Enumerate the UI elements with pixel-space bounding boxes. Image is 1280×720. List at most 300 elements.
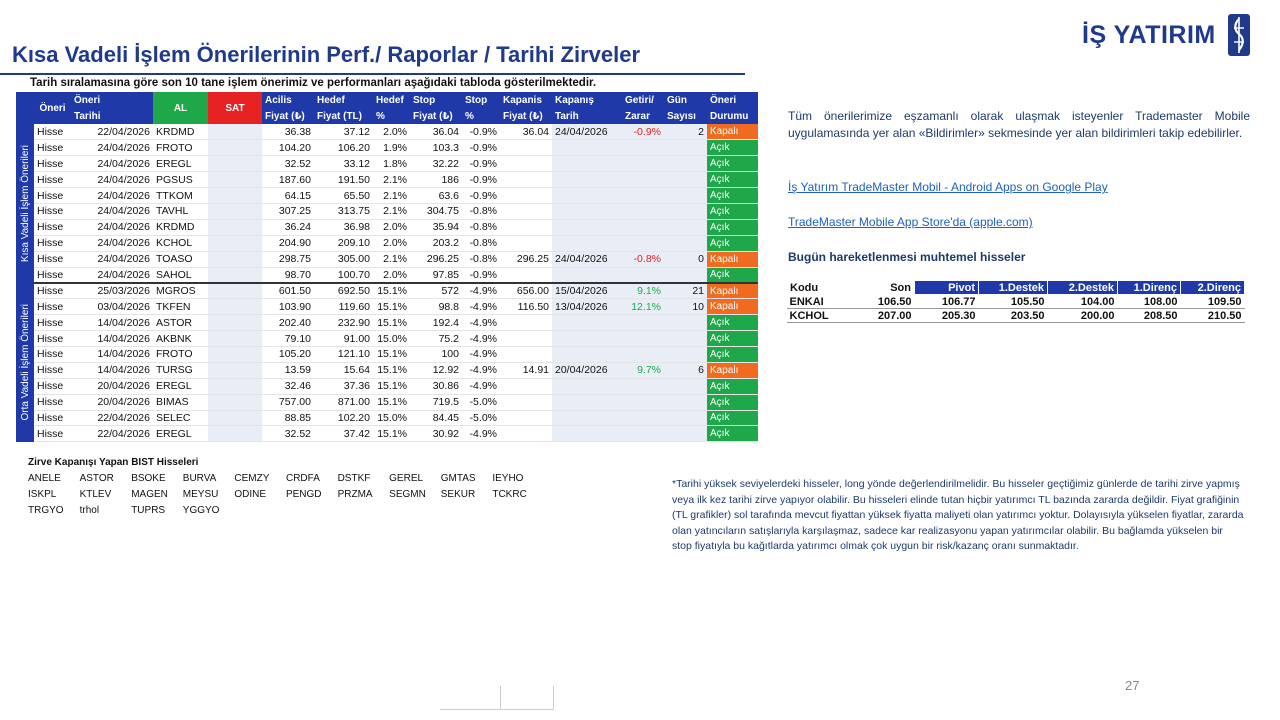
table-cell [552, 188, 622, 204]
table-row [16, 299, 758, 315]
table-cell [500, 315, 552, 331]
table-cell [622, 172, 664, 188]
record-high-ticker: TUPRS [131, 505, 166, 516]
status-badge: Açık [707, 378, 758, 394]
table-cell: 15.1% [373, 362, 410, 378]
table-row [16, 283, 758, 299]
table-cell: MGROS [153, 283, 208, 299]
pivot-header: 1.Destek [979, 281, 1048, 295]
table-cell [500, 394, 552, 410]
table-cell: -5.0% [462, 410, 500, 426]
table-cell: 119.60 [314, 299, 373, 315]
table-cell: 15.0% [373, 410, 410, 426]
table-cell: 24/04/2026 [71, 235, 153, 251]
record-high-ticker: ANELE [28, 473, 61, 484]
table-cell: 24/04/2026 [71, 203, 153, 219]
table-cell: 75.2 [410, 331, 462, 347]
table-cell [500, 378, 552, 394]
table-cell [552, 378, 622, 394]
table-row [16, 362, 758, 378]
table-cell [552, 346, 622, 362]
group-label-cell [16, 283, 34, 442]
pivot-table-wrapper [786, 280, 1245, 323]
table-cell: 24/04/2026 [71, 188, 153, 204]
table-cell [208, 394, 262, 410]
table-cell [500, 140, 552, 156]
table-cell: KRDMD [153, 124, 208, 140]
table-cell: Hisse [34, 124, 71, 140]
column-header: Stop [410, 92, 462, 108]
table-cell: -4.9% [462, 346, 500, 362]
table-cell [500, 346, 552, 362]
pivot-cell: 105.50 [979, 295, 1048, 309]
table-cell [664, 426, 707, 442]
table-cell [500, 331, 552, 347]
table-cell: -4.9% [462, 315, 500, 331]
table-cell: 100.70 [314, 267, 373, 283]
pivot-header: Pivot [915, 281, 979, 295]
table-cell: Hisse [34, 235, 71, 251]
table-cell [208, 331, 262, 347]
table-cell: 102.20 [314, 410, 373, 426]
table-cell: 37.36 [314, 378, 373, 394]
table-cell [208, 188, 262, 204]
record-high-ticker: GMTAS [440, 473, 476, 484]
table-cell: -4.9% [462, 283, 500, 299]
column-header: Kapanis [500, 92, 552, 108]
table-cell: Hisse [34, 331, 71, 347]
table-cell: Hisse [34, 362, 71, 378]
record-high-ticker: CEMZY [234, 473, 270, 484]
table-cell: 79.10 [262, 331, 314, 347]
table-cell: -4.9% [462, 378, 500, 394]
table-cell: Hisse [34, 140, 71, 156]
table-cell: 2.0% [373, 235, 410, 251]
record-high-title: Zirve Kapanışı Yapan BIST Hisseleri [28, 457, 199, 468]
status-badge: Açık [707, 394, 758, 410]
table-cell: 21 [664, 283, 707, 299]
table-cell: -4.9% [462, 426, 500, 442]
table-cell: Hisse [34, 203, 71, 219]
table-cell [664, 410, 707, 426]
column-header: Hedef [373, 92, 410, 108]
table-cell: 63.6 [410, 188, 462, 204]
status-badge: Kapalı [707, 124, 758, 140]
table-cell: Hisse [34, 315, 71, 331]
table-cell [552, 315, 622, 331]
table-cell [552, 172, 622, 188]
table-cell: 106.20 [314, 140, 373, 156]
table-row [16, 267, 758, 283]
table-row [16, 124, 758, 140]
record-high-ticker: ISKPL [28, 489, 57, 500]
table-cell: 22/04/2026 [71, 124, 153, 140]
table-cell: 15.1% [373, 426, 410, 442]
table-cell: 186 [410, 172, 462, 188]
title-underline [0, 73, 745, 75]
table-cell [208, 156, 262, 172]
brand-logo [1082, 14, 1250, 56]
record-high-ticker: GEREL [389, 473, 424, 484]
pivot-cell: 106.50 [845, 295, 915, 309]
table-cell: 757.00 [262, 394, 314, 410]
pivot-cell: 108.00 [1118, 295, 1181, 309]
table-cell [622, 156, 664, 172]
pivot-cell: 109.50 [1181, 295, 1245, 309]
table-cell: 24/04/2026 [552, 251, 622, 267]
table-cell: 13/04/2026 [552, 299, 622, 315]
status-badge: Açık [707, 346, 758, 362]
table-cell: 24/04/2026 [71, 156, 153, 172]
column-subheader: Durumu [707, 108, 758, 124]
table-cell [208, 378, 262, 394]
table-cell: 36.04 [410, 124, 462, 140]
table-row [16, 315, 758, 331]
column-header: AL [153, 92, 208, 124]
table-cell: 24/04/2026 [71, 251, 153, 267]
table-cell: 24/04/2026 [71, 219, 153, 235]
table-cell: TOASO [153, 251, 208, 267]
table-cell [208, 140, 262, 156]
table-cell: 30.86 [410, 378, 462, 394]
record-high-ticker: IEYHO [492, 473, 524, 484]
table-cell: SAHOL [153, 267, 208, 283]
table-cell: 9.7% [622, 362, 664, 378]
table-cell [552, 235, 622, 251]
table-cell: 2.1% [373, 188, 410, 204]
table-cell: 15.1% [373, 299, 410, 315]
table-cell [208, 219, 262, 235]
pivot-row [787, 309, 1245, 323]
table-row [16, 410, 758, 426]
record-high-ticker: SEGMN [389, 489, 426, 500]
table-cell: 12.1% [622, 299, 664, 315]
table-cell [664, 172, 707, 188]
table-cell [208, 346, 262, 362]
record-high-ticker: BURVA [182, 473, 217, 484]
table-cell: 03/04/2026 [71, 299, 153, 315]
table-cell: 2.0% [373, 124, 410, 140]
table-cell: 88.85 [262, 410, 314, 426]
table-cell [622, 346, 664, 362]
table-cell [622, 331, 664, 347]
pivot-header: Kodu [787, 281, 845, 295]
table-cell [664, 331, 707, 347]
table-cell: 36.38 [262, 124, 314, 140]
table-cell [622, 426, 664, 442]
table-cell: 692.50 [314, 283, 373, 299]
table-cell: PGSUS [153, 172, 208, 188]
table-cell: -0.9% [462, 156, 500, 172]
table-cell: -4.9% [462, 299, 500, 315]
table-cell: 15.1% [373, 378, 410, 394]
column-subheader: Fiyat (₺) [262, 108, 314, 124]
table-cell: FROTO [153, 140, 208, 156]
table-cell [664, 394, 707, 410]
table-cell: 2.0% [373, 219, 410, 235]
table-cell: Hisse [34, 188, 71, 204]
record-high-ticker: MEYSU [182, 489, 219, 500]
notification-info: Tüm önerilerimize eşzamanlı olarak ulaşmak isteyenler Trademaster Mobile uygulamasında yer alan «Bildirimler» sekmesinde yer alan bildirimleri takip edebilirler. [788, 109, 1250, 140]
table-cell [664, 203, 707, 219]
table-cell: 30.92 [410, 426, 462, 442]
group-label-cell [16, 124, 34, 283]
table-cell [552, 140, 622, 156]
table-cell: Hisse [34, 426, 71, 442]
pivot-cell: 203.50 [979, 309, 1048, 323]
status-badge: Kapalı [707, 283, 758, 299]
table-cell: 37.42 [314, 426, 373, 442]
table-cell: 91.00 [314, 331, 373, 347]
table-cell [552, 426, 622, 442]
table-cell: FROTO [153, 346, 208, 362]
table-cell: 15.64 [314, 362, 373, 378]
table-cell: 871.00 [314, 394, 373, 410]
status-badge: Açık [707, 188, 758, 204]
table-cell: -0.9% [462, 172, 500, 188]
table-cell [622, 410, 664, 426]
table-cell: 37.12 [314, 124, 373, 140]
table-caption: Tarih sıralamasına göre son 10 tane işlem önerimiz ve performanları aşağıdaki tabloda gösterilmektedir. [30, 77, 597, 89]
table-cell: 24/04/2026 [71, 267, 153, 283]
table-cell [664, 156, 707, 172]
table-cell: 98.8 [410, 299, 462, 315]
table-cell [664, 378, 707, 394]
table-cell [500, 188, 552, 204]
table-cell: 15.1% [373, 315, 410, 331]
table-cell: 2.1% [373, 251, 410, 267]
table-cell: 20/04/2026 [552, 362, 622, 378]
table-cell: 65.50 [314, 188, 373, 204]
record-high-ticker: CRDFA [285, 473, 320, 484]
table-cell: BIMAS [153, 394, 208, 410]
table-row [16, 426, 758, 442]
table-cell: Hisse [34, 394, 71, 410]
footer-divider [440, 686, 554, 710]
status-badge: Açık [707, 140, 758, 156]
table-cell: 98.70 [262, 267, 314, 283]
table-cell: Hisse [34, 346, 71, 362]
table-cell: 202.40 [262, 315, 314, 331]
table-cell: 10 [664, 299, 707, 315]
pivot-header: Son [845, 281, 915, 295]
record-high-note: *Tarihi yüksek seviyelerdeki hisseler, long yönde değerlendirilmelidir. Bu hisseler geçtiğimiz günlerde de tarihi zirve yapmış veya ilk kez tarihi zirve yapıyor olabilir. Bu hisseleri elinde tutan hiçbir yatırımcı TL bazında zararda değildir. Fiyat grafiğinin (TL grafikler) sol tarafında mevcut fiyattan yüksek fiyatta maliyeti olan yatırımcı yoktur. Dolayısıyla yükselen fiyatlar, zararda olan yatıncıların satışlarıyla karşılaşmaz, sadece kar realizasyonu yapan yatırımcılar olabilir. Bu bağlamda yükselen bir stop fiyatıyla bu kağıtlarda yatırımcı olmak çok uygun bir risk/kazanç oranı sunmaktadır. [672, 478, 1244, 553]
table-cell [500, 426, 552, 442]
table-cell: EREGL [153, 156, 208, 172]
table-cell: 14/04/2026 [71, 346, 153, 362]
table-cell: Hisse [34, 378, 71, 394]
column-subheader: % [373, 108, 410, 124]
table-cell [208, 203, 262, 219]
table-cell [622, 203, 664, 219]
record-high-ticker: trhol [79, 505, 100, 516]
status-badge: Kapalı [707, 362, 758, 378]
table-cell: 32.22 [410, 156, 462, 172]
table-cell: 100 [410, 346, 462, 362]
table-cell: 32.52 [262, 156, 314, 172]
table-cell: 14.91 [500, 362, 552, 378]
status-badge: Açık [707, 426, 758, 442]
group-label: Kısa Vadeli İşlem Önerileri [19, 144, 31, 262]
table-cell: -0.8% [622, 251, 664, 267]
table-cell: 296.25 [410, 251, 462, 267]
page-title: Kısa Vadeli İşlem Önerilerinin Perf./ Raporlar / Tarihi Zirveler [12, 42, 641, 67]
table-row [16, 203, 758, 219]
table-cell [622, 140, 664, 156]
table-cell: Hisse [34, 156, 71, 172]
table-cell: 35.94 [410, 219, 462, 235]
table-cell: 601.50 [262, 283, 314, 299]
table-cell: 64.15 [262, 188, 314, 204]
table-cell [664, 235, 707, 251]
column-subheader: Sayısı [664, 108, 707, 124]
table-cell: Hisse [34, 172, 71, 188]
table-cell: 32.52 [262, 426, 314, 442]
table-cell: 296.25 [500, 251, 552, 267]
table-cell [664, 188, 707, 204]
table-cell: 14/04/2026 [71, 331, 153, 347]
table-cell: -0.9% [462, 124, 500, 140]
table-row [16, 188, 758, 204]
table-cell: 204.90 [262, 235, 314, 251]
table-cell [208, 426, 262, 442]
ios-app-link[interactable]: TradeMaster Mobile App Store'da (apple.com) [788, 215, 1033, 229]
table-cell [552, 331, 622, 347]
table-cell: 24/04/2026 [71, 140, 153, 156]
column-subheader: % [462, 108, 500, 124]
table-row [16, 235, 758, 251]
column-header: Hedef [314, 92, 373, 108]
status-badge: Açık [707, 235, 758, 251]
table-row [16, 172, 758, 188]
table-cell [208, 410, 262, 426]
table-cell: Hisse [34, 219, 71, 235]
table-cell: Hisse [34, 299, 71, 315]
column-subheader: Zarar [622, 108, 664, 124]
table-row [16, 346, 758, 362]
table-cell [552, 156, 622, 172]
table-cell [208, 299, 262, 315]
table-cell: 656.00 [500, 283, 552, 299]
corner-header-cell [16, 92, 34, 124]
table-cell [552, 410, 622, 426]
table-cell: 22/04/2026 [71, 410, 153, 426]
status-badge: Açık [707, 410, 758, 426]
status-badge: Açık [707, 156, 758, 172]
table-cell: 187.60 [262, 172, 314, 188]
table-cell [208, 251, 262, 267]
table-cell [622, 235, 664, 251]
column-header: Kapanış [552, 92, 622, 108]
pivot-cell: 104.00 [1048, 295, 1118, 309]
table-cell [208, 235, 262, 251]
table-cell [500, 219, 552, 235]
record-high-ticker: DSTKF [337, 473, 371, 484]
table-cell: 14/04/2026 [71, 362, 153, 378]
table-cell: ASTOR [153, 315, 208, 331]
table-cell: KRDMD [153, 219, 208, 235]
column-header: Acilis [262, 92, 314, 108]
table-cell: 13.59 [262, 362, 314, 378]
table-cell: 33.12 [314, 156, 373, 172]
table-cell: -0.9% [462, 140, 500, 156]
pivot-cell: 106.77 [915, 295, 979, 309]
table-cell: Hisse [34, 410, 71, 426]
table-row [16, 156, 758, 172]
table-cell: -4.9% [462, 331, 500, 347]
table-cell [500, 156, 552, 172]
table-cell: 209.10 [314, 235, 373, 251]
table-cell: 2 [664, 124, 707, 140]
status-badge: Açık [707, 315, 758, 331]
table-cell: -5.0% [462, 394, 500, 410]
pivot-cell: 200.00 [1048, 309, 1118, 323]
pivot-cell: 207.00 [845, 309, 915, 323]
table-cell: 104.20 [262, 140, 314, 156]
pivot-cell: KCHOL [787, 309, 845, 323]
table-cell: EREGL [153, 378, 208, 394]
pivot-cell: ENKAI [787, 295, 845, 309]
record-high-ticker: TRGYO [28, 505, 64, 516]
table-cell: -0.8% [462, 235, 500, 251]
table-cell [500, 267, 552, 283]
table-cell: 6 [664, 362, 707, 378]
table-cell: 15.1% [373, 346, 410, 362]
android-app-link[interactable]: İş Yatırım TradeMaster Mobil - Android Apps on Google Play [788, 180, 1108, 194]
table-cell: 313.75 [314, 203, 373, 219]
table-cell: 103.3 [410, 140, 462, 156]
trade-recommendations-table [16, 92, 758, 442]
table-cell: -4.9% [462, 362, 500, 378]
status-badge: Açık [707, 203, 758, 219]
logo-text: İŞ YATIRIM [1082, 20, 1216, 49]
table-cell: 1.8% [373, 156, 410, 172]
record-high-ticker: TCKRC [492, 489, 527, 500]
table-cell [500, 172, 552, 188]
table-cell: 36.04 [500, 124, 552, 140]
column-subheader: Fiyat (₺) [500, 108, 552, 124]
table-row [16, 140, 758, 156]
table-cell: 14/04/2026 [71, 315, 153, 331]
record-high-ticker: KTLEV [79, 489, 112, 500]
table-cell [208, 283, 262, 299]
table-cell: 32.46 [262, 378, 314, 394]
table-cell [552, 203, 622, 219]
table-cell [208, 267, 262, 283]
table-cell: 20/04/2026 [71, 378, 153, 394]
table-cell: 572 [410, 283, 462, 299]
record-high-ticker: ASTOR [79, 473, 114, 484]
table-cell: 116.50 [500, 299, 552, 315]
status-badge: Açık [707, 267, 758, 283]
table-cell: -0.8% [462, 251, 500, 267]
table-cell [208, 362, 262, 378]
table-cell: 105.20 [262, 346, 314, 362]
tulip-logo-icon [1228, 14, 1250, 56]
table-cell: 0 [664, 251, 707, 267]
column-subheader: Fiyat (₺) [410, 108, 462, 124]
table-cell: 203.2 [410, 235, 462, 251]
pivot-cell: 210.50 [1181, 309, 1245, 323]
today-movers-title: Bugün hareketlenmesi muhtemel hisseler [788, 250, 1026, 264]
column-subheader: Tarihi [71, 108, 153, 124]
table-cell [622, 188, 664, 204]
record-high-ticker: YGGYO [182, 505, 220, 516]
table-cell: 2.1% [373, 203, 410, 219]
table-cell [552, 267, 622, 283]
record-high-ticker: SEKUR [440, 489, 476, 500]
table-cell: 24/04/2026 [552, 124, 622, 140]
